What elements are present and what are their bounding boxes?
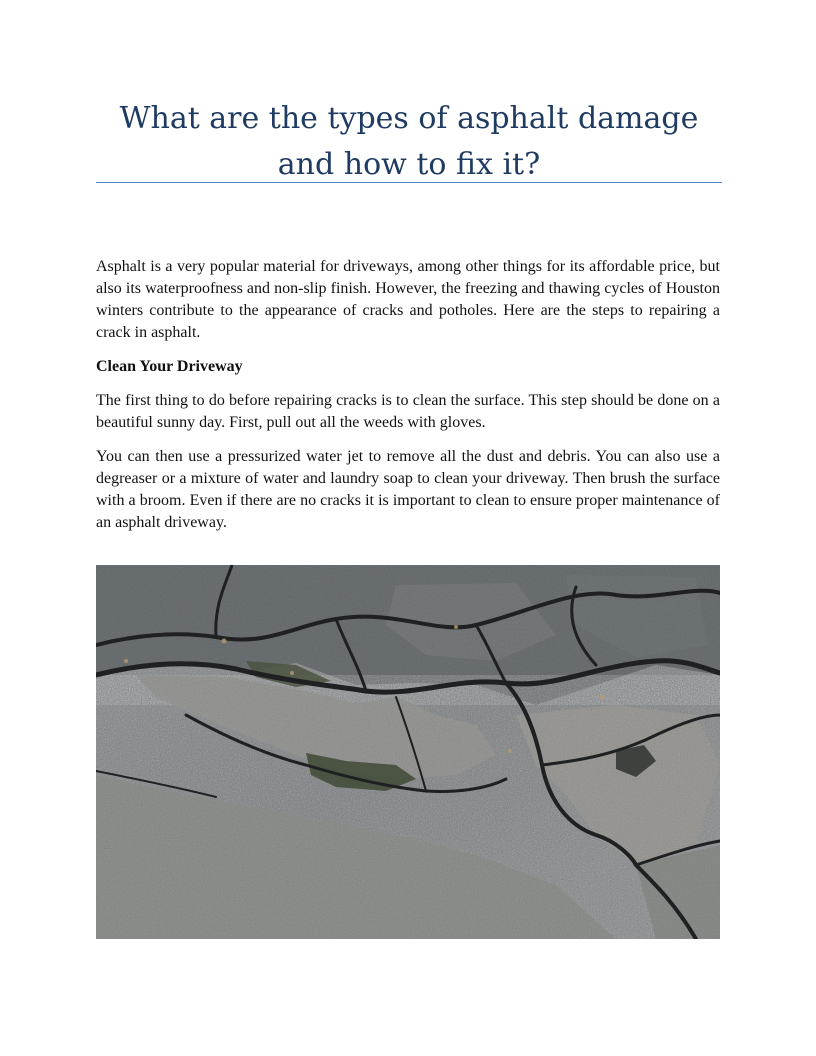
- title-underline: [96, 182, 722, 183]
- cracked-asphalt-photo: [96, 565, 720, 939]
- clean-paragraph-2: You can then use a pressurized water jet to remove all the dust and debris. You can also use a degreaser or a mixture of water and laundry soap to clean your driveway. Then brush the surface with a broom. Even if there are no cracks it is important to clean to ensure proper maintenance of an asphalt driveway.: [96, 448, 720, 531]
- page-title: What are the types of asphalt damage and how to fix it?: [119, 101, 699, 182]
- clean-paragraph-1: The first thing to do before repairing cracks is to clean the surface. This step should be done on a beautiful sunny day. First, pull out all the weeds with gloves.: [96, 392, 720, 431]
- article-body: [96, 256, 720, 546]
- asphalt-illustration: [96, 565, 720, 939]
- section-heading-clean: Clean Your Driveway: [96, 358, 243, 375]
- intro-paragraph: Asphalt is a very popular material for driveways, among other things for its affordable price, but also its waterproofness and non-slip finish. However, the freezing and thawing cycles of Houston winters contribute to the appearance of cracks and potholes. Here are the steps to repairing a crack in asphalt.: [96, 258, 720, 341]
